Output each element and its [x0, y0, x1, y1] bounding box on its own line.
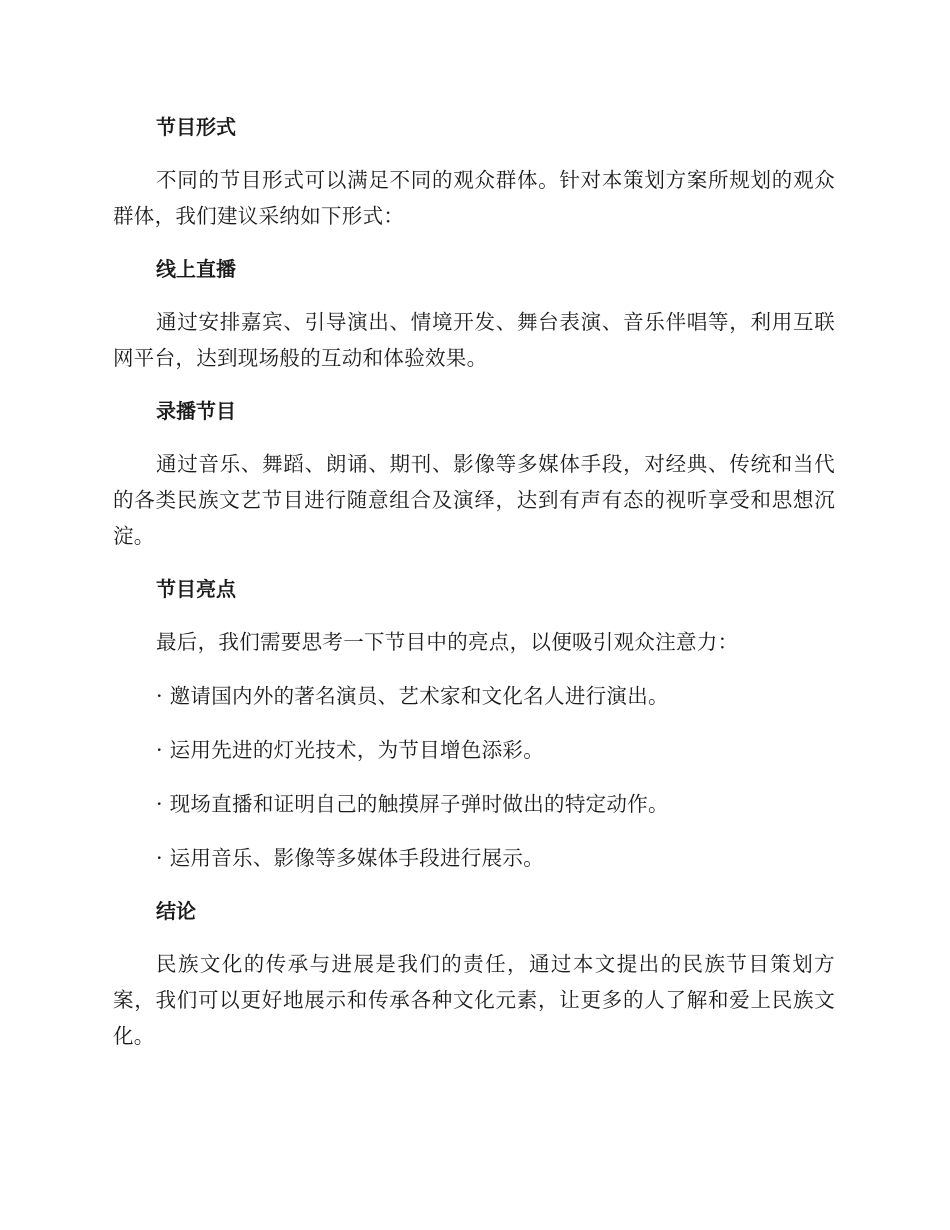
list-item: · 运用先进的灯光技术，为节目增色添彩。: [156, 738, 545, 762]
heading-recorded-program: 录播节目: [156, 399, 236, 423]
document-page: [113, 110, 835, 1054]
list-item: · 邀请国内外的著名演员、艺术家和文化名人进行演出。: [156, 684, 669, 708]
heading-program-highlights: 节目亮点: [156, 577, 236, 601]
heading-live-broadcast: 线上直播: [156, 257, 236, 281]
heading-conclusion: 结论: [156, 899, 196, 923]
paragraph-live-broadcast: 通过安排嘉宾、引导演出、情境开发、舞台表演、音乐伴唱等，利用互联网平台，达到现场般的互动和体验效果。: [113, 310, 835, 370]
list-item: · 运用音乐、影像等多媒体手段进行展示。: [156, 846, 545, 870]
paragraph-conclusion: 民族文化的传承与进展是我们的责任，通过本文提出的民族节目策划方案，我们可以更好地展示和传承各种文化元素，让更多的人了解和爱上民族文化。: [113, 952, 835, 1048]
heading-program-format: 节目形式: [156, 115, 236, 139]
paragraph-highlights-intro: 最后，我们需要思考一下节目中的亮点，以便吸引观众注意力：: [156, 630, 739, 654]
paragraph-format-intro: 不同的节目形式可以满足不同的观众群体。针对本策划方案所规划的观众群体，我们建议采纳如下形式：: [113, 168, 835, 228]
paragraph-recorded-program: 通过音乐、舞蹈、朗诵、期刊、影像等多媒体手段，对经典、传统和当代的各类民族文艺节目进行随意组合及演绎，达到有声有态的视听享受和思想沉淀。: [113, 452, 835, 548]
list-item: · 现场直播和证明自己的触摸屏子弹时做出的特定动作。: [156, 792, 669, 816]
